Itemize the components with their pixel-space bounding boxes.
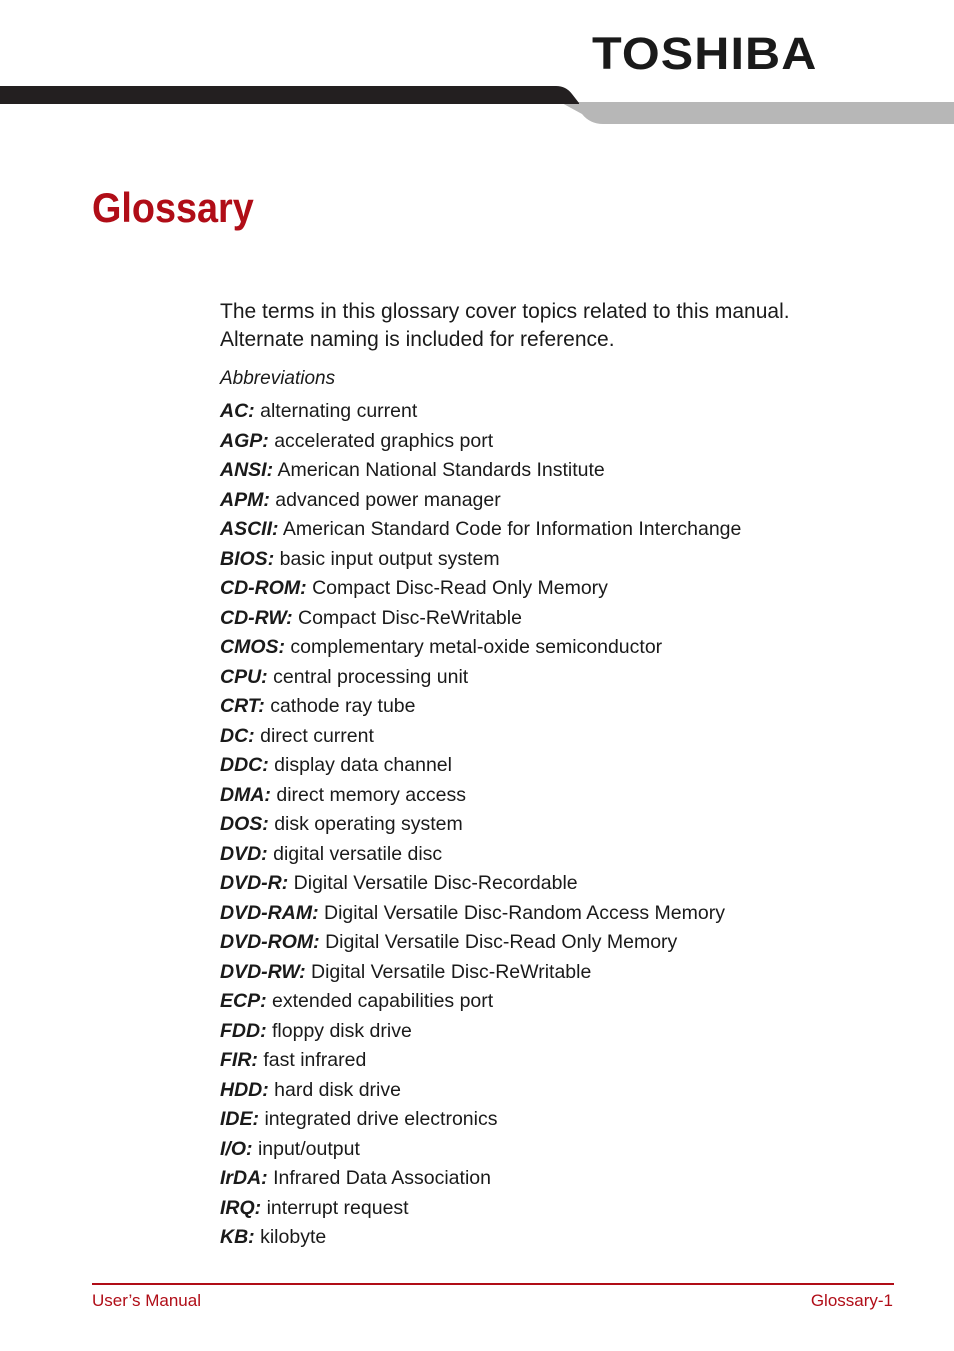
term-definition: central processing unit [273,665,469,688]
term-definition: hard disk drive [274,1078,401,1101]
term-separator: : [252,1108,260,1130]
glossary-term-row [220,722,920,752]
footer-page-number: Glossary-1 [810,1291,893,1310]
page-title: Glossary [92,184,254,231]
term-definition: alternating current [260,400,418,422]
term-separator: : [267,547,275,570]
term-definition: Digital Versatile Disc-Random Access Memory [324,901,725,924]
term-definition: integrated drive electronics [264,1108,498,1130]
term-abbreviation: BIOS [220,547,268,570]
term-abbreviation: DDC [220,754,263,776]
term-separator: : [248,400,255,422]
glossary-term-row [220,574,920,604]
term-separator: : [261,842,268,865]
term-separator: : [286,606,293,629]
glossary-term-row [220,397,920,427]
term-abbreviation: IRQ [220,1196,255,1219]
term-abbreviation: CMOS [220,636,279,658]
term-definition: American National Standards Institute [277,459,605,481]
term-separator: : [263,488,270,511]
term-separator: : [246,1137,253,1160]
term-abbreviation: CPU [220,665,262,688]
term-abbreviation: FDD [220,1019,261,1042]
term-separator: : [262,754,269,776]
term-definition: interrupt request [266,1196,409,1219]
term-abbreviation: CRT [220,695,259,717]
term-separator: : [254,1196,262,1219]
term-definition: input/output [257,1137,360,1160]
term-definition: Digital Versatile Disc-ReWritable [311,960,592,983]
term-abbreviation: DVD-RAM [220,901,313,924]
glossary-term-row [220,545,920,575]
intro-line-2: Alternate naming is included for reference. [220,328,615,351]
term-definition: floppy disk drive [272,1019,412,1042]
term-abbreviation: AGP [220,429,263,452]
glossary-term-row [220,1194,920,1224]
term-abbreviation: ECP [220,990,261,1012]
term-separator: : [260,990,267,1012]
term-definition: basic input output system [279,547,500,570]
term-abbreviation: KB [220,1226,249,1248]
glossary-term-list [220,397,920,1253]
term-separator: : [262,429,269,452]
glossary-term-row [220,604,920,634]
term-abbreviation: CD-RW [220,606,287,629]
term-abbreviation: ASCII [220,518,273,540]
glossary-term-row [220,515,920,545]
term-abbreviation: ANSI [220,459,267,481]
glossary-term-row [220,1046,920,1076]
term-abbreviation: DC [220,724,249,747]
term-definition: direct current [260,724,374,747]
term-abbreviation: AC [220,400,249,422]
header-band-light [560,102,954,124]
glossary-term-row [220,987,920,1017]
footer-manual-label: User’s Manual [92,1291,201,1310]
term-definition: advanced power manager [275,488,501,511]
term-separator: : [272,518,279,540]
term-abbreviation: IDE [220,1108,253,1130]
term-abbreviation: I/O [220,1137,247,1160]
term-separator: : [312,901,319,924]
term-abbreviation: DVD-ROM [220,931,314,953]
term-definition: Compact Disc-ReWritable [298,606,522,629]
term-definition: complementary metal-oxide semiconductor [290,636,663,658]
footer-rule [92,1283,894,1285]
term-separator: : [262,813,269,835]
glossary-term-row [220,928,920,958]
term-definition: fast infrared [263,1049,367,1071]
term-separator: : [261,1167,268,1189]
term-separator: : [266,459,274,481]
intro-line-1: The terms in this glossary cover topics related to this manual. [220,300,790,323]
term-abbreviation: DVD-R [220,872,282,894]
term-definition: Digital Versatile Disc-Recordable [293,872,578,894]
term-abbreviation: DVD-RW [220,960,300,983]
term-separator: : [313,931,320,953]
glossary-term-row [220,1076,920,1106]
glossary-term-row [220,1105,920,1135]
term-separator: : [251,1049,258,1071]
term-separator: : [248,724,255,747]
term-definition: Compact Disc-Read Only Memory [312,577,608,599]
term-definition: disk operating system [274,813,463,835]
glossary-term-row [220,633,920,663]
term-definition: American Standard Code for Information Interchange [282,518,742,540]
term-abbreviation: APM [220,488,264,511]
glossary-term-row [220,781,920,811]
glossary-term-row [220,869,920,899]
term-abbreviation: DOS [220,813,263,835]
term-abbreviation: DVD [220,842,262,865]
term-definition: extended capabilities port [272,990,494,1012]
term-abbreviation: HDD [220,1078,263,1101]
glossary-term-row [220,1223,920,1253]
term-separator: : [261,665,268,688]
term-separator: : [248,1226,255,1248]
term-definition: kilobyte [260,1226,327,1248]
glossary-term-row [220,456,920,486]
glossary-term-row [220,692,920,722]
term-separator: : [260,1019,267,1042]
term-definition: Digital Versatile Disc-Read Only Memory [325,931,678,953]
glossary-term-row [220,810,920,840]
glossary-term-row [220,751,920,781]
term-separator: : [264,783,271,806]
term-separator: : [299,960,306,983]
term-separator: : [281,872,289,894]
term-abbreviation: DMA [220,783,265,806]
term-abbreviation: CD-ROM [220,577,301,599]
toshiba-logo: TOSHIBA [592,28,818,79]
term-abbreviation: FIR [220,1049,252,1071]
term-separator: : [278,636,285,658]
term-definition: Infrared Data Association [273,1167,491,1189]
header-band [0,84,954,126]
term-separator: : [262,1078,269,1101]
section-label-abbreviations: Abbreviations [220,368,336,389]
term-definition: cathode ray tube [270,695,416,717]
glossary-term-row [220,486,920,516]
glossary-term-row [220,840,920,870]
glossary-term-row [220,899,920,929]
term-definition: display data channel [274,754,452,776]
glossary-term-row [220,427,920,457]
term-definition: direct memory access [276,783,466,806]
glossary-term-row [220,958,920,988]
term-definition: accelerated graphics port [274,429,494,452]
glossary-term-row [220,1017,920,1047]
term-separator: : [300,577,307,599]
glossary-term-row [220,663,920,693]
glossary-term-row [220,1164,920,1194]
term-definition: digital versatile disc [273,842,443,865]
glossary-term-row [220,1135,920,1165]
term-abbreviation: IrDA [220,1167,262,1189]
intro-paragraph [220,298,900,354]
header-band-dark [0,86,579,104]
term-separator: : [258,695,265,717]
